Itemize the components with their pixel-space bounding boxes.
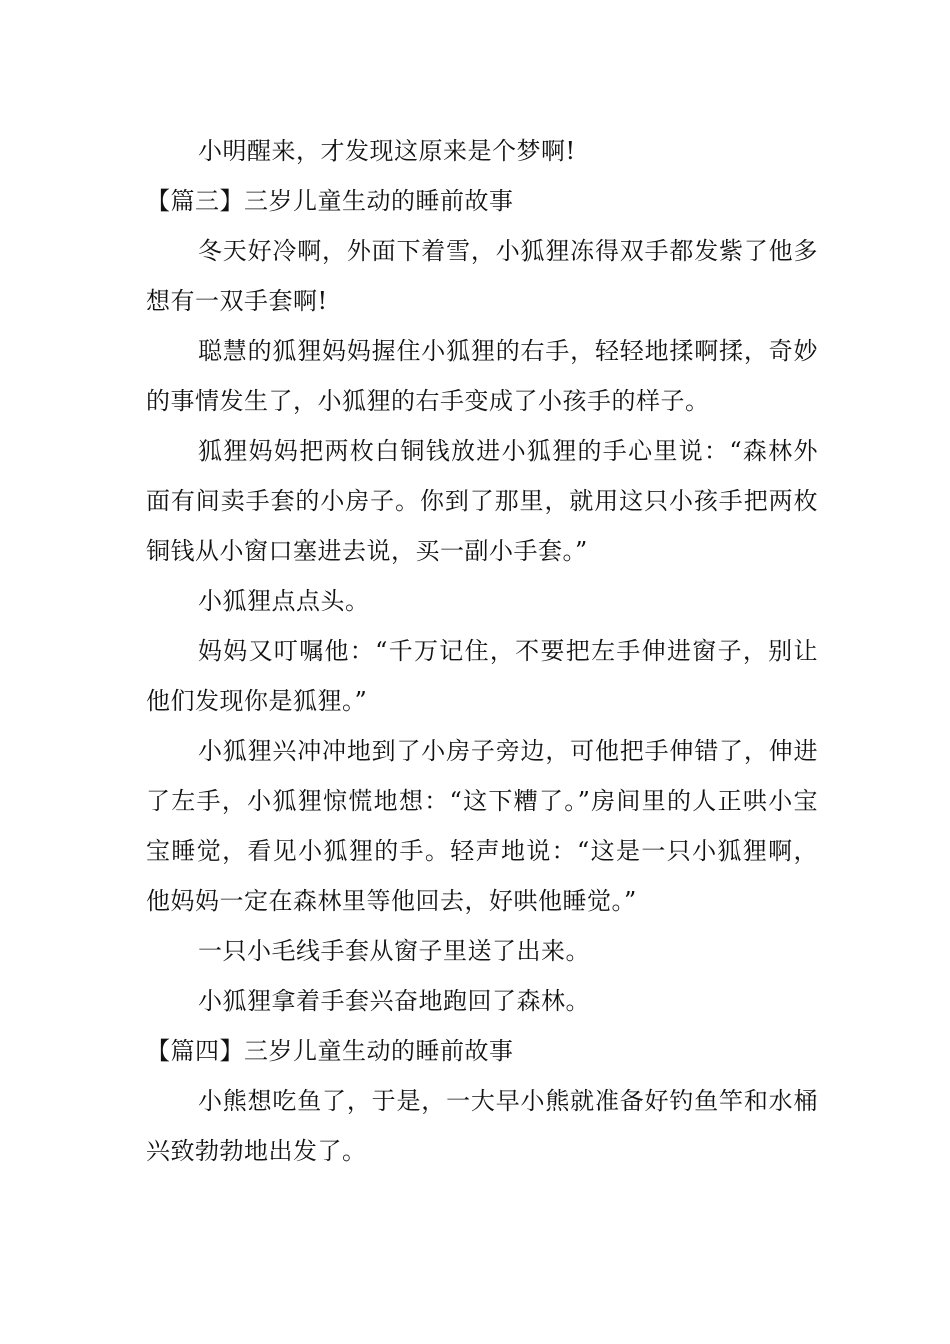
paragraph: 小狐狸拿着手套兴奋地跑回了森林。 [198, 987, 590, 1015]
paragraph: 小明醒来，才发现这原来是个梦啊! [198, 137, 576, 165]
paragraph: 妈妈又叮嘱他：“千万记住，不要把左手伸进窗子，别让他们发现你是狐狸。” [146, 637, 818, 715]
paragraph: 狐狸妈妈把两枚白铜钱放进小狐狸的手心里说：“森林外面有间卖手套的小房子。你到了那里，就用这只小孩手把两枚铜钱从小窗口塞进去说，买一副小手套。” [146, 437, 818, 565]
paragraph: 一只小毛线手套从窗子里送了出来。 [198, 937, 590, 965]
document-body [146, 126, 818, 1176]
paragraph: 聪慧的狐狸妈妈握住小狐狸的右手，轻轻地揉啊揉，奇妙的事情发生了，小狐狸的右手变成了小孩手的样子。 [146, 337, 818, 415]
paragraph: 冬天好冷啊，外面下着雪，小狐狸冻得双手都发紫了他多想有一双手套啊! [146, 237, 818, 315]
paragraph: 小狐狸兴冲冲地到了小房子旁边，可他把手伸错了，伸进了左手，小狐狸惊慌地想：“这下糟了。”房间里的人正哄小宝宝睡觉，看见小狐狸的手。轻声地说：“这是一只小狐狸啊，他妈妈一定在森林里等他回去，好哄他睡觉。” [146, 737, 818, 915]
section-heading: 【篇四】三岁儿童生动的睡前故事 [146, 1037, 514, 1065]
paragraph: 小熊想吃鱼了，于是，一大早小熊就准备好钓鱼竿和水桶兴致勃勃地出发了。 [146, 1087, 818, 1165]
paragraph: 小狐狸点点头。 [198, 587, 370, 615]
section-heading: 【篇三】三岁儿童生动的睡前故事 [146, 187, 514, 215]
